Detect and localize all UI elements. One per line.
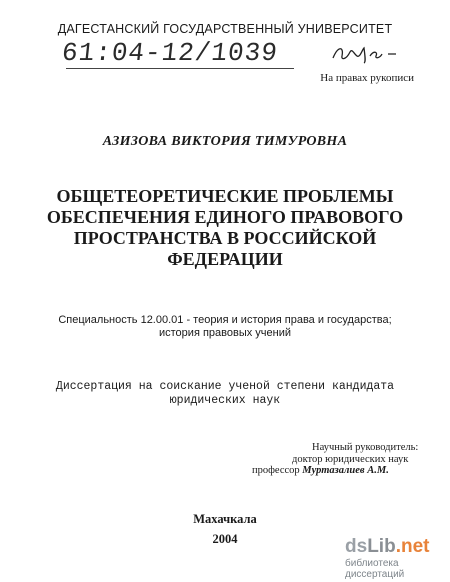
- handwritten-underline: [66, 68, 294, 69]
- specialty-block: [0, 314, 450, 340]
- title-line: ОБЕСПЕЧЕНИЯ ЕДИНОГО ПРАВОВОГО: [46, 207, 404, 227]
- title-line: ФЕДЕРАЦИИ: [167, 249, 283, 269]
- supervisor-block: [252, 442, 418, 477]
- handwritten-archive-code: 61:04-12/1039: [60, 38, 280, 68]
- degree-line: Диссертация на соискание ученой степени кандидата: [55, 380, 395, 393]
- supervisor-label: Научный руководитель:: [312, 442, 419, 453]
- dslib-subtitle: библиотека диссертаций: [345, 558, 405, 580]
- dslib-logo: dsLib.net: [345, 536, 430, 557]
- specialty-line: история правовых учений: [159, 327, 291, 339]
- specialty-line: Специальность 12.00.01 - теория и история права и государства;: [58, 314, 392, 326]
- supervisor-degree: доктор юридических наук: [292, 453, 409, 465]
- title-line: ОБЩЕТЕОРЕТИЧЕСКИЕ ПРОБЛЕМЫ: [56, 186, 394, 206]
- city: Махачкала: [193, 512, 257, 526]
- author-name: АЗИЗОВА ВИКТОРИЯ ТИМУРОВНА: [102, 134, 348, 149]
- supervisor-title: профессор: [252, 465, 300, 476]
- year: 2004: [212, 532, 238, 546]
- title-line: ПРОСТРАНСТВА В РОССИЙСКОЙ: [73, 228, 377, 248]
- dissertation-title: [0, 186, 450, 270]
- supervisor-title-name: [252, 465, 418, 477]
- rights-note: На правах рукописи: [320, 72, 414, 84]
- university-name: ДАГЕСТАНСКИЙ ГОСУДАРСТВЕННЫЙ УНИВЕРСИТЕТ: [57, 22, 393, 36]
- supervisor-name: Муртазалиев А.М.: [302, 465, 389, 476]
- handwritten-signature: [330, 40, 400, 64]
- dslib-watermark: [345, 536, 450, 582]
- degree-statement: [0, 380, 450, 408]
- degree-line: юридических наук: [169, 394, 281, 407]
